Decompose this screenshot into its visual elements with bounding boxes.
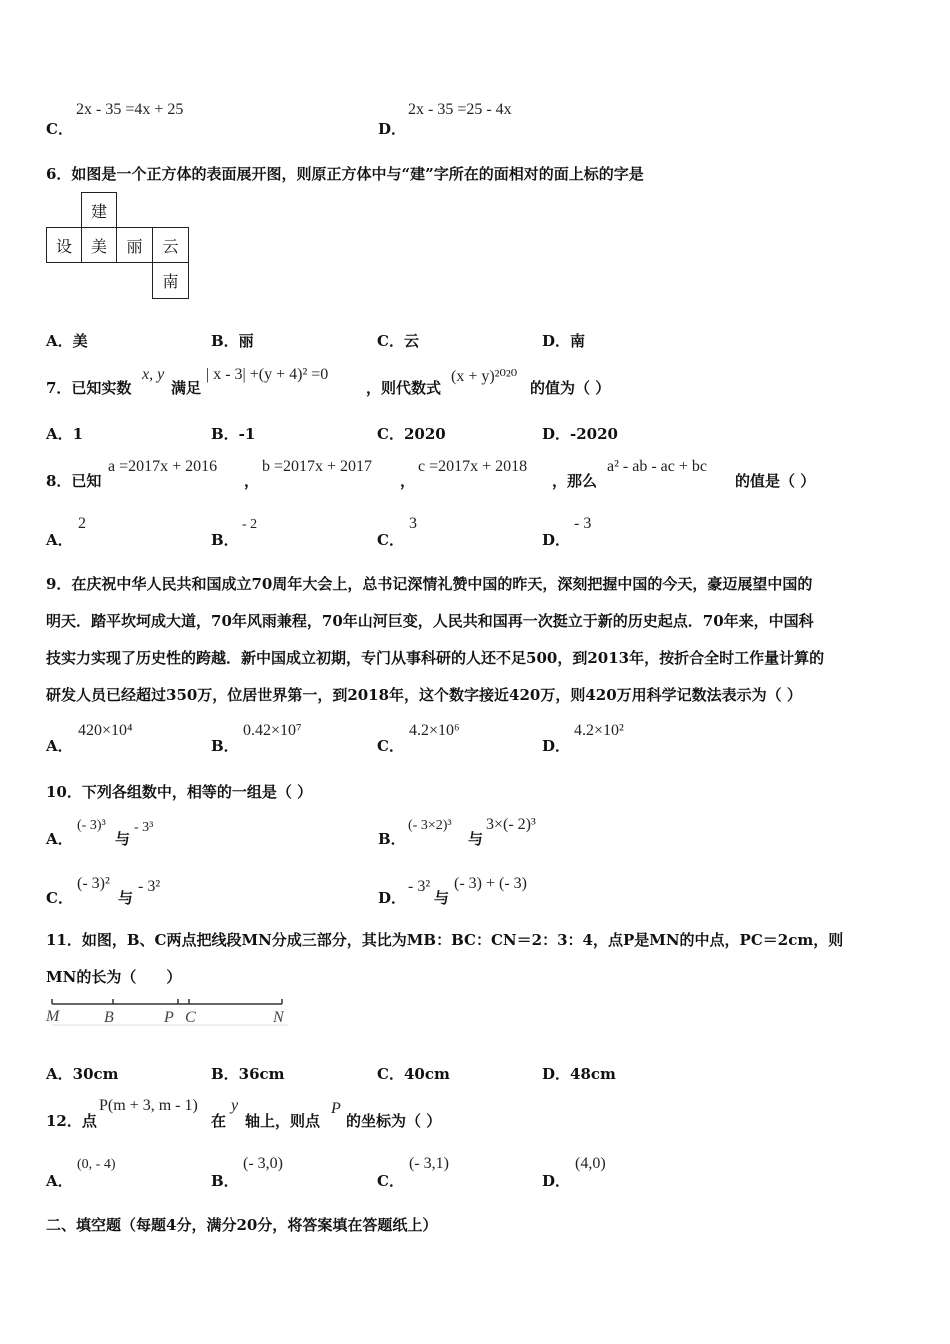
point-label-b: B bbox=[104, 1009, 114, 1026]
q9-option-d-value: 4.2×10² bbox=[574, 722, 624, 739]
q12-mid2: 轴上，则点 bbox=[245, 1112, 321, 1130]
q12-option-b-label: B． bbox=[211, 1172, 239, 1190]
q9-option-c-value: 4.2×10⁶ bbox=[409, 722, 460, 739]
q7-mid2: ，则代数式 bbox=[366, 379, 442, 397]
net-face-2: 美 bbox=[81, 227, 117, 263]
q12-suffix: 的坐标为（ ） bbox=[346, 1112, 442, 1130]
q9-line-2: 明天．踏平坎坷成大道，70年风雨兼程，70年山河巨变，人民共和国再一次挺立于新的历史起点．70年来，中国科 bbox=[46, 612, 814, 630]
q6-option-b: B．丽 bbox=[211, 332, 254, 350]
q12-p: P bbox=[331, 1100, 341, 1117]
q5-option-d-label: D． bbox=[378, 120, 407, 138]
q8-option-b-value: - 2 bbox=[242, 517, 258, 532]
q10-option-c-with: 与 bbox=[118, 889, 134, 907]
q8-comma-1: ， bbox=[244, 472, 260, 490]
q11-line-2: MN的长为（ ） bbox=[46, 968, 182, 986]
q12-option-d-label: D． bbox=[542, 1172, 571, 1190]
q11-stem bbox=[46, 922, 904, 996]
q7-expression: (x + y)²⁰²⁰ bbox=[451, 368, 518, 385]
q11-line-1: 11．如图，B、C两点把线段MN分成三部分，其比为MB：BC：CN＝2：3：4，点P是MN的中点，PC＝2cm，则 bbox=[46, 931, 844, 949]
net-face-top: 建 bbox=[81, 192, 117, 228]
q6-stem: 6．如图是一个正方体的表面展开图，则原正方体中与“建”字所在的面相对的面上标的字是 bbox=[46, 165, 644, 183]
q8-a-def: a =2017x + 2016 bbox=[108, 458, 218, 475]
point-label-m: M bbox=[46, 1008, 60, 1025]
q8-prefix: 8．已知 bbox=[46, 472, 102, 490]
point-label-n: N bbox=[273, 1009, 284, 1026]
q5-option-d-expr: 2x - 35 =25 - 4x bbox=[408, 101, 512, 118]
q6-option-d: D．南 bbox=[542, 332, 586, 350]
q7-prefix: 7．已知实数 bbox=[46, 379, 132, 397]
q9-option-c-label: C． bbox=[377, 737, 404, 755]
q6-option-a: A．美 bbox=[46, 332, 88, 350]
q12-option-a-value: (0, - 4) bbox=[77, 1157, 116, 1172]
net-face-bottom: 南 bbox=[152, 262, 189, 299]
q9-option-a-label: A． bbox=[46, 737, 73, 755]
q9-line-3: 技实力实现了历史性的跨越．新中国成立初期，专门从事科研的人还不足500，到2013年，按折合全时工作量计算的 bbox=[46, 649, 825, 667]
q12-option-b-value: (- 3,0) bbox=[243, 1155, 283, 1172]
q10-option-d-label: D． bbox=[378, 889, 407, 907]
q10-option-c-right: - 3² bbox=[138, 878, 161, 895]
q11-option-a: A．30cm bbox=[46, 1065, 119, 1083]
q8-option-d-label: D． bbox=[542, 531, 571, 549]
q12-axis: y bbox=[231, 1097, 239, 1114]
q7-vars: x, y bbox=[142, 366, 165, 383]
q8-expression: a² - ab - ac + bc bbox=[607, 458, 707, 475]
q10-option-b-with: 与 bbox=[468, 830, 484, 848]
q12-option-d-value: (4,0) bbox=[575, 1155, 606, 1172]
q5-option-c-expr: 2x - 35 =4x + 25 bbox=[76, 101, 184, 118]
q7-mid: 满足 bbox=[171, 379, 202, 397]
q8-option-a-label: A． bbox=[46, 531, 73, 549]
section-2-heading: 二、填空题（每题4分，满分20分，将答案填在答题纸上） bbox=[46, 1216, 438, 1234]
q8-c-def: c =2017x + 2018 bbox=[418, 458, 528, 475]
q10-option-a-with: 与 bbox=[115, 830, 131, 848]
point-label-p: P bbox=[164, 1009, 174, 1026]
q7-option-b: B．-1 bbox=[211, 425, 256, 443]
q9-option-b-value: 0.42×10⁷ bbox=[243, 722, 302, 739]
q7-option-d: D．-2020 bbox=[542, 425, 618, 443]
q10-option-a-label: A． bbox=[46, 830, 73, 848]
q10-option-c-left: (- 3)² bbox=[77, 875, 110, 892]
q5-option-c-label: C． bbox=[46, 120, 73, 138]
q12-point: P(m + 3, m - 1) bbox=[99, 1097, 198, 1114]
q9-line-4: 研发人员已经超过350万，位居世界第一，到2018年，这个数字接近420万，则420万用科学记数法表示为（ ） bbox=[46, 686, 802, 704]
q12-prefix: 12．点 bbox=[46, 1112, 97, 1130]
q8-comma-2: ， bbox=[400, 472, 416, 490]
net-face-4: 云 bbox=[152, 227, 189, 263]
q6-option-c: C．云 bbox=[377, 332, 419, 350]
q10-option-b-left: (- 3×2)³ bbox=[408, 818, 452, 833]
net-face-3: 丽 bbox=[116, 227, 153, 263]
q7-option-a: A．1 bbox=[46, 425, 84, 443]
q12-option-c-value: (- 3,1) bbox=[409, 1155, 449, 1172]
q10-option-b-right: 3×(- 2)³ bbox=[486, 816, 536, 833]
q9-line-1: 9．在庆祝中华人民共和国成立70周年大会上，总书记深情礼赞中国的昨天，深刻把握中国的今天，豪迈展望中国的 bbox=[46, 575, 813, 593]
q10-option-a-right: - 3³ bbox=[134, 820, 154, 835]
q8-b-def: b =2017x + 2017 bbox=[262, 458, 373, 475]
net-face-1: 设 bbox=[46, 227, 82, 263]
q12-mid: 在 bbox=[211, 1112, 227, 1130]
q10-option-d-right: (- 3) + (- 3) bbox=[454, 875, 527, 892]
q10-option-a-left: (- 3)³ bbox=[77, 818, 106, 833]
q7-suffix: 的值为（ ） bbox=[530, 379, 611, 397]
q10-option-d-with: 与 bbox=[434, 889, 450, 907]
q12-option-a-label: A． bbox=[46, 1172, 73, 1190]
q8-option-c-label: C． bbox=[377, 531, 404, 549]
q8-option-d-value: - 3 bbox=[574, 515, 592, 532]
q7-option-c: C．2020 bbox=[377, 425, 446, 443]
q8-suffix: 的值是（ ） bbox=[735, 472, 816, 490]
q10-option-d-left: - 3² bbox=[408, 878, 431, 895]
q9-option-d-label: D． bbox=[542, 737, 571, 755]
point-label-c: C bbox=[185, 1009, 196, 1026]
q10-stem: 10．下列各组数中，相等的一组是（ ） bbox=[46, 783, 313, 801]
q10-option-b-label: B． bbox=[378, 830, 406, 848]
q9-stem bbox=[46, 566, 904, 714]
q9-option-a-value: 420×10⁴ bbox=[78, 722, 133, 739]
q10-option-c-label: C． bbox=[46, 889, 73, 907]
q11-option-b: B．36cm bbox=[211, 1065, 285, 1083]
q8-mid: ，那么 bbox=[552, 472, 598, 490]
q8-option-c-value: 3 bbox=[409, 515, 417, 532]
q9-option-b-label: B． bbox=[211, 737, 239, 755]
q11-option-d: D．48cm bbox=[542, 1065, 616, 1083]
q11-option-c: C．40cm bbox=[377, 1065, 450, 1083]
q7-condition: | x - 3| +(y + 4)² =0 bbox=[206, 366, 329, 383]
q8-option-b-label: B． bbox=[211, 531, 239, 549]
q12-option-c-label: C． bbox=[377, 1172, 404, 1190]
q8-option-a-value: 2 bbox=[78, 515, 86, 532]
